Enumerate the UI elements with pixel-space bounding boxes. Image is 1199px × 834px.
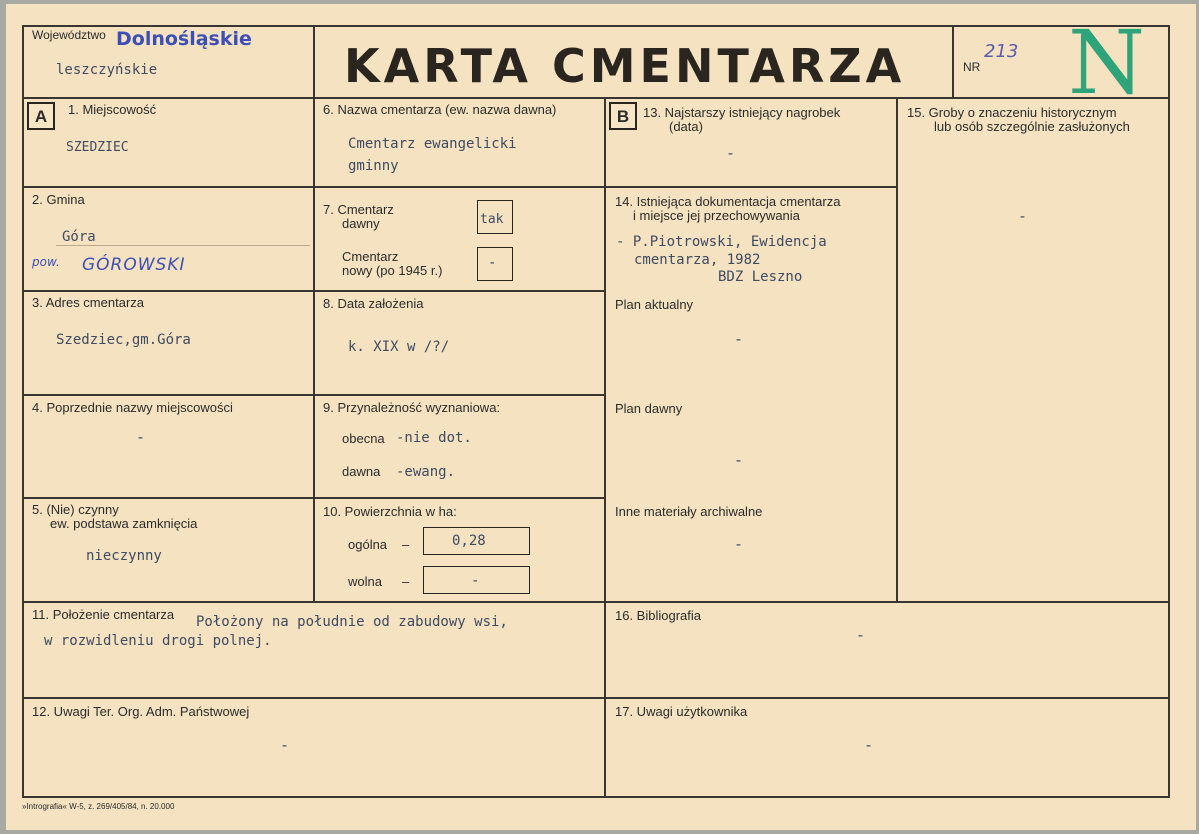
- hline-c1-3: [22, 394, 314, 396]
- border-bottom: [22, 796, 1170, 798]
- field-7-label-1: 7. Cmentarz: [323, 202, 394, 217]
- field-7-new-label-1: Cmentarz: [342, 249, 399, 264]
- field-6-value-2: gminny: [348, 158, 399, 174]
- field-9-current-value: -nie dot.: [396, 430, 472, 446]
- field-2-hand-prefix: pow.: [32, 255, 60, 269]
- border-top: [22, 25, 1170, 27]
- field-9-former-label: dawna: [342, 464, 381, 479]
- field-7-old-value: tak: [480, 212, 504, 227]
- field-2-hand-value: GÓROWSKI: [82, 255, 186, 275]
- field-14-value-3: BDZ Leszno: [718, 269, 803, 285]
- field-2-underline: [56, 245, 310, 246]
- cemetery-record-card: [6, 4, 1196, 830]
- field-13-value: -: [726, 144, 736, 162]
- field-10-free-sep: –: [402, 574, 410, 589]
- field-10-free-value: -: [471, 573, 480, 589]
- field-2-value: Góra: [62, 229, 96, 245]
- field-5-value: nieczynny: [86, 548, 162, 564]
- hline-c1-1: [22, 186, 314, 188]
- field-8-label: 8. Data założenia: [323, 296, 424, 311]
- archives-label: Inne materiały archiwalne: [615, 504, 763, 519]
- field-7-new-label-2: nowy (po 1945 r.): [342, 263, 443, 278]
- field-6-label: 6. Nazwa cmentarza (ew. nazwa dawna): [323, 102, 557, 117]
- field-9-former-value: -ewang.: [396, 464, 456, 480]
- card-title: KARTA CMENTARZA: [344, 39, 906, 93]
- field-16-value: -: [856, 626, 866, 644]
- field-12-label: 12. Uwagi Ter. Org. Adm. Państwowej: [32, 704, 250, 719]
- field-14-label-2: i miejsce jej przechowywania: [633, 208, 800, 223]
- field-14-value-1: - P.Piotrowski, Ewidencja: [616, 234, 827, 250]
- field-1-value: SZEDZIEC: [66, 140, 129, 155]
- plan-former-value: -: [734, 451, 744, 469]
- field-16-label: 16. Bibliografia: [615, 608, 701, 623]
- hline-c3-1: [605, 186, 897, 188]
- field-2-label: 2. Gmina: [32, 192, 85, 207]
- header-vline-2: [952, 25, 954, 99]
- field-9-label: 9. Przynależność wyznaniowa:: [323, 400, 501, 415]
- plan-current-label: Plan aktualny: [615, 297, 694, 312]
- field-11-value-2: w rozwidleniu drogi polnej.: [44, 633, 272, 649]
- field-14-label-1: 14. Istniejąca dokumentacja cmentarza: [615, 194, 841, 209]
- archives-value: -: [734, 535, 744, 553]
- vline-col3: [896, 97, 898, 603]
- nr-label: NR: [963, 60, 981, 74]
- hline-row-12: [22, 697, 1170, 699]
- hline-c2-3: [314, 394, 605, 396]
- field-10-total-sep: –: [402, 537, 410, 552]
- vline-col2: [604, 97, 606, 797]
- voivodeship-stamp: Dolnośląskie: [116, 28, 252, 50]
- header-vline-1: [313, 25, 315, 99]
- field-5-label-2: ew. podstawa zamknięcia: [50, 516, 198, 531]
- field-15-value: -: [1018, 207, 1028, 225]
- field-15-label-1: 15. Groby o znaczeniu historycznym: [907, 105, 1117, 120]
- field-13-label-2: (data): [669, 119, 703, 134]
- field-4-label: 4. Poprzednie nazwy miejscowości: [32, 400, 233, 415]
- voivodeship-typed: leszczyńskie: [56, 62, 158, 78]
- section-a-box: A: [27, 102, 55, 130]
- field-15-label-2: lub osób szczególnie zasłużonych: [934, 119, 1130, 134]
- hline-c2-2: [314, 290, 605, 292]
- field-9-current-label: obecna: [342, 431, 385, 446]
- hline-c1-4: [22, 497, 314, 499]
- plan-former-label: Plan dawny: [615, 401, 683, 416]
- field-10-free-label: wolna: [348, 574, 382, 589]
- hline-c1-2: [22, 290, 314, 292]
- header-divider: [22, 97, 1170, 99]
- voivodeship-label: Województwo: [32, 28, 106, 42]
- field-10-total-label: ogólna: [348, 537, 388, 552]
- field-14-value-2: cmentarza, 1982: [634, 252, 761, 268]
- field-12-value: -: [280, 736, 290, 754]
- field-17-label: 17. Uwagi użytkownika: [615, 704, 748, 719]
- field-13-label-1: 13. Najstarszy istniejący nagrobek: [643, 105, 841, 120]
- field-10-label: 10. Powierzchnia w ha:: [323, 504, 457, 519]
- hline-c2-1: [314, 186, 605, 188]
- field-5-label-1: 5. (Nie) czynny: [32, 502, 119, 517]
- field-10-total-value: 0,28: [452, 533, 486, 549]
- print-footer: »Intrografia« W-5, z. 269/405/84, n. 20.000: [22, 802, 175, 811]
- field-8-value: k. XIX w /?/: [348, 339, 450, 355]
- vline-col1: [313, 97, 315, 603]
- field-1-label: 1. Miejscowość: [68, 102, 157, 117]
- border-left: [22, 25, 24, 798]
- border-right: [1168, 25, 1170, 798]
- field-6-value-1: Cmentarz ewangelicki: [348, 136, 517, 152]
- field-7-label-2: dawny: [342, 216, 380, 231]
- category-letter: N: [1068, 11, 1145, 114]
- field-11-value-1: Położony na południe od zabudowy wsi,: [196, 614, 508, 630]
- field-4-value: -: [136, 428, 146, 446]
- field-3-value: Szedziec,gm.Góra: [56, 332, 191, 348]
- field-17-value: -: [864, 736, 874, 754]
- plan-current-value: -: [734, 330, 744, 348]
- hline-c2-4: [314, 497, 605, 499]
- field-3-label: 3. Adres cmentarza: [32, 295, 144, 310]
- section-b-box: B: [609, 102, 637, 130]
- hline-row-11: [22, 601, 1170, 603]
- field-7-new-value: -: [488, 255, 497, 271]
- field-11-label: 11. Położenie cmentarza: [32, 607, 175, 622]
- nr-value: 213: [984, 41, 1019, 62]
